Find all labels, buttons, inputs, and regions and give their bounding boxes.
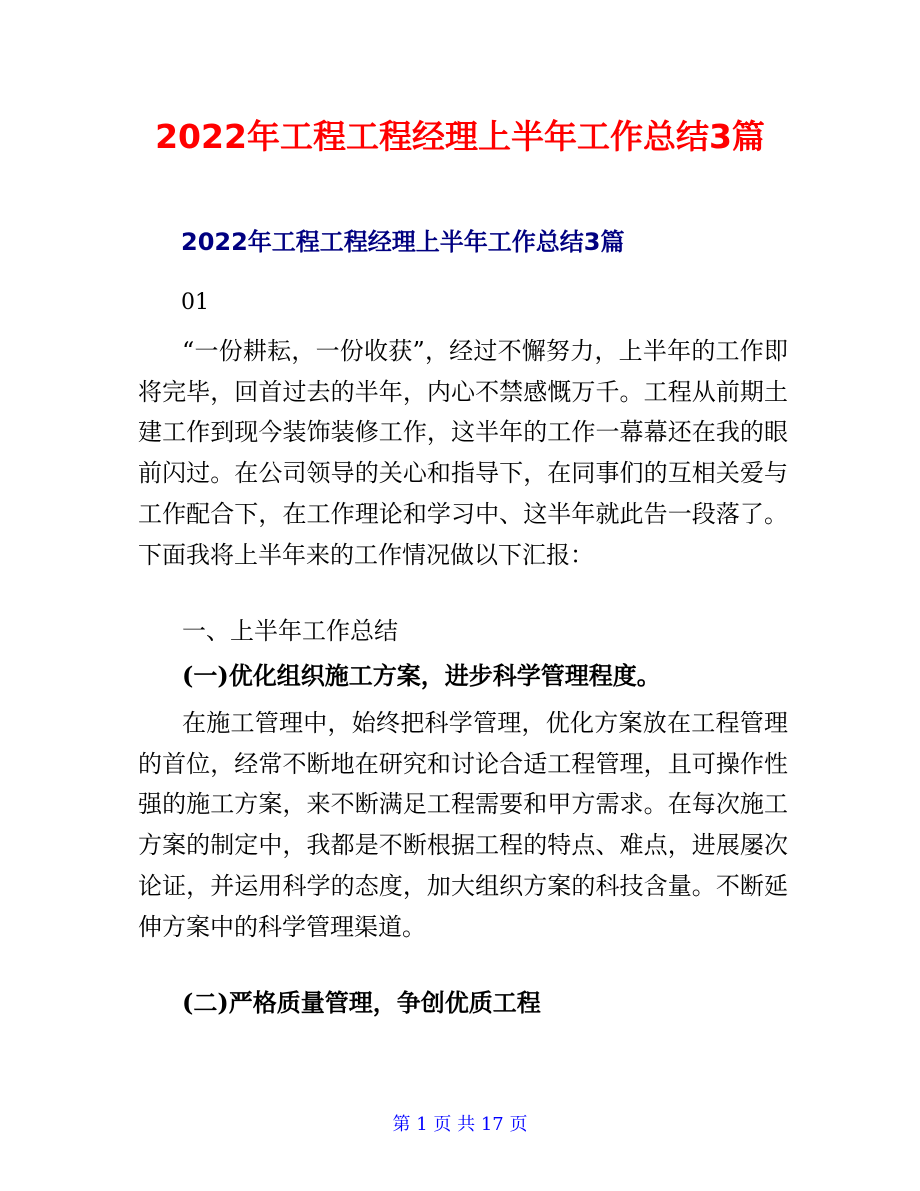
- intro-paragraph: “一份耕耘，一份收获”，经过不懈努力，上半年的工作即将完毕，回首过去的半年，内心不禁感慨万千。工程从前期土建工作到现今装饰装修工作，这半年的工作一幕幕还在我的眼前闪过。在公司领导的关心和指导下，在同事们的互相关爱与工作配合下，在工作理论和学习中、这半年就此告一段落了。下面我将上半年来的工作情况做以下汇报：: [138, 337, 788, 569]
- document-title: 2022年工程工程经理上半年工作总结3篇: [155, 117, 765, 156]
- subsection-heading-1: (一)优化组织施工方案，进步科学管理程度。: [182, 661, 661, 690]
- body-paragraph: 在施工管理中，始终把科学管理，优化方案放在工程管理的首位，经常不断地在研究和讨论合适工程管理，且可操作性强的施工方案，来不断满足工程需要和甲方需求。在每次施工方案的制定中，我都是不断根据工程的特点、难点，进展屡次论证，并运用科学的态度，加大组织方案的科技含量。不断延伸方案中的科学管理渠道。: [138, 709, 788, 941]
- subsection-heading-2: (二)严格质量管理，争创优质工程: [182, 988, 541, 1017]
- section-number: 01: [181, 290, 209, 315]
- section-heading: 一、上半年工作总结: [182, 617, 398, 645]
- document-subtitle: 2022年工程工程经理上半年工作总结3篇: [181, 228, 625, 256]
- page-footer: 第 1 页 共 17 页: [392, 1114, 528, 1135]
